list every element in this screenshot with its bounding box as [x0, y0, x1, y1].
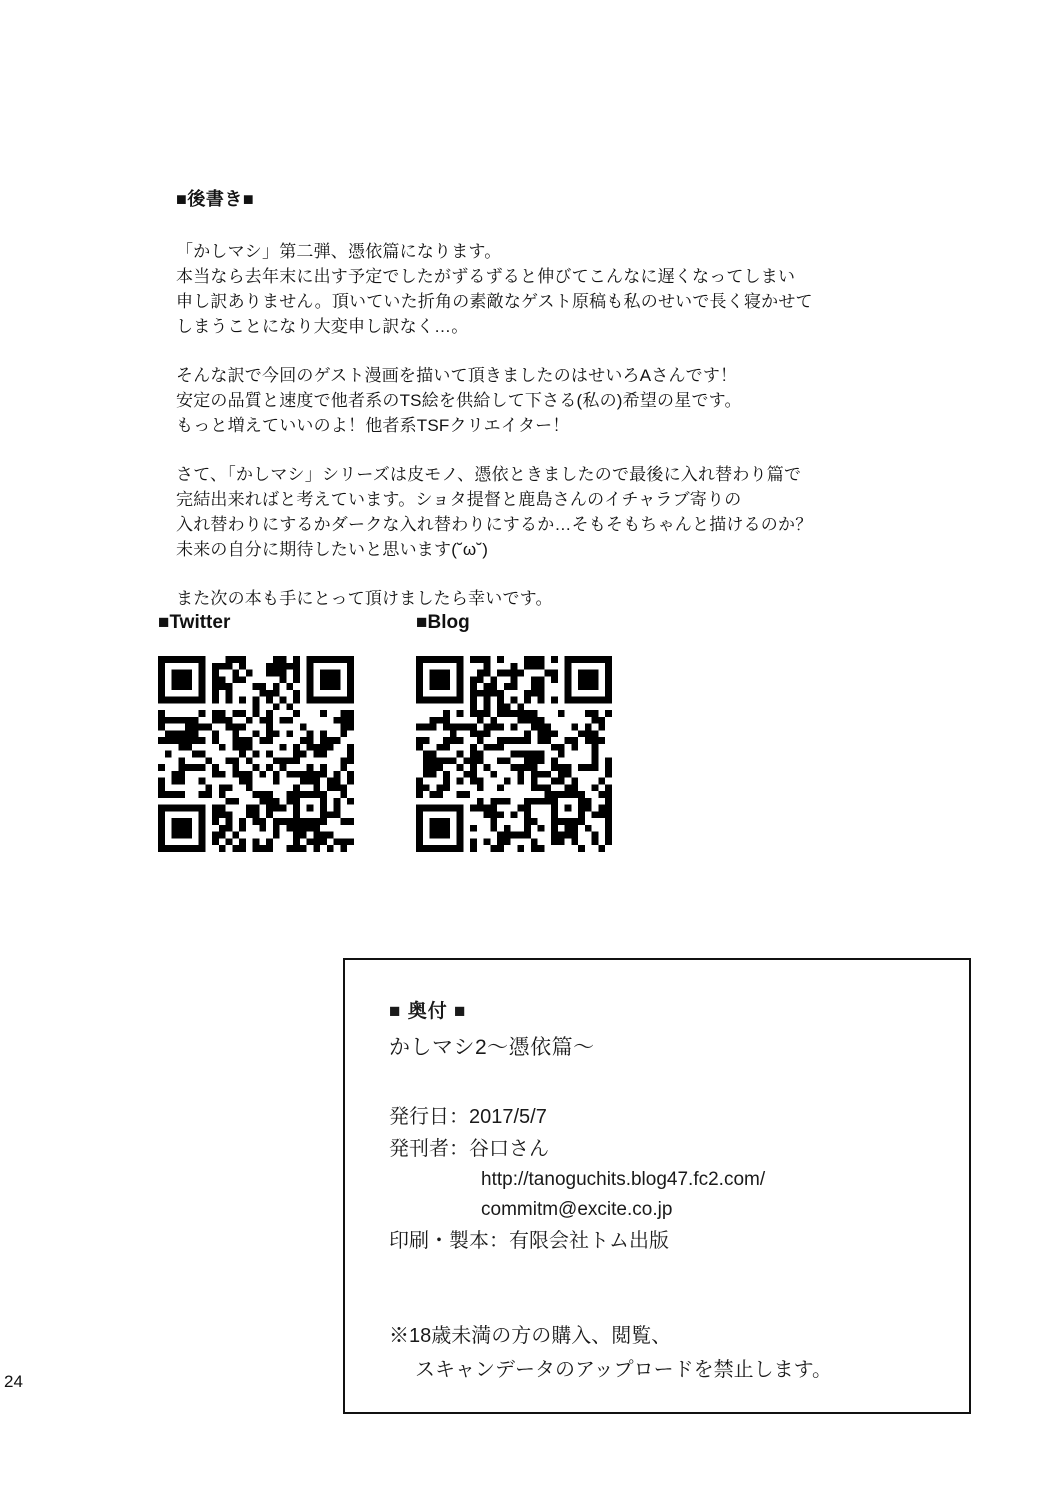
afterword-section [176, 185, 936, 611]
age-notice [389, 1319, 925, 1387]
afterword-line: さて、「かしマシ」シリーズは皮モノ、憑依ときましたので最後に入れ替わり篇で [176, 465, 802, 484]
page-number: 24 [4, 1372, 23, 1391]
afterword-line: 未来の自分に期待したいと思います(˘ω˘) [176, 540, 489, 559]
afterword-paragraph-2 [176, 363, 936, 438]
afterword-line: 本当なら去年末に出す予定でしたがずるずると伸びてこんなに遅くなってしまい [176, 267, 796, 286]
afterword-line: また次の本も手にとって頂けましたら幸いです。 [176, 589, 553, 608]
twitter-label: ■Twitter [158, 612, 231, 633]
afterword-line: 完結出来ればと考えています。ショタ提督と鹿島さんのイチャラブ寄りの [176, 490, 742, 509]
printing: 印刷・製本：有限会社トム出版 [389, 1230, 669, 1252]
colophon-heading: ■ 奥付 ■ [389, 1001, 467, 1022]
colophon-title: かしマシ2〜憑依篇〜 [389, 1036, 595, 1059]
afterword-line: もっと増えていいのよ！他者系TSFクリエイター！ [176, 416, 570, 435]
publisher-url[interactable]: http://tanoguchits.blog47.fc2.com/ [481, 1169, 766, 1190]
qr-code-icon-blog[interactable] [416, 656, 612, 852]
afterword-paragraph-4 [176, 586, 936, 611]
qr-code-icon-twitter[interactable] [158, 656, 354, 852]
afterword-line: 安定の品質と速度で他者系のTS絵を供給して下さる(私の)希望の星です。 [176, 391, 742, 410]
publisher-email[interactable]: commitm@excite.co.jp [481, 1199, 673, 1220]
blog-label: ■Blog [416, 612, 470, 633]
afterword-line: そんな訳で今回のゲスト漫画を描いて頂きましたのはせいろAさんです！ [176, 366, 738, 385]
age-notice-line-1: ※18歳未満の方の購入、閲覧、 [389, 1325, 672, 1347]
age-notice-line-2: スキャンデータのアップロードを禁止します。 [415, 1359, 832, 1381]
afterword-heading: ■後書き■ [176, 189, 255, 209]
afterword-line: 「かしマシ」第二弾、憑依篇になります。 [176, 242, 502, 261]
publish-date: 発行日：2017/5/7 [389, 1106, 547, 1128]
afterword-paragraph-3 [176, 462, 936, 562]
colophon-box [343, 958, 971, 1414]
twitter-link-block[interactable] [158, 612, 354, 852]
afterword-line: 入れ替わりにするかダークな入れ替わりにするか…そもそもちゃんと描けるのか？ [176, 515, 813, 534]
blog-link-block[interactable] [416, 612, 612, 852]
afterword-line: しまうことになり大変申し訳なく…。 [176, 317, 469, 336]
afterword-line: 申し訳ありません。頂いていた折角の素敵なゲスト原稿も私のせいで長く寝かせて [176, 292, 813, 311]
afterword-paragraph-1 [176, 239, 936, 339]
publisher: 発刊者：谷口さん [389, 1138, 549, 1160]
